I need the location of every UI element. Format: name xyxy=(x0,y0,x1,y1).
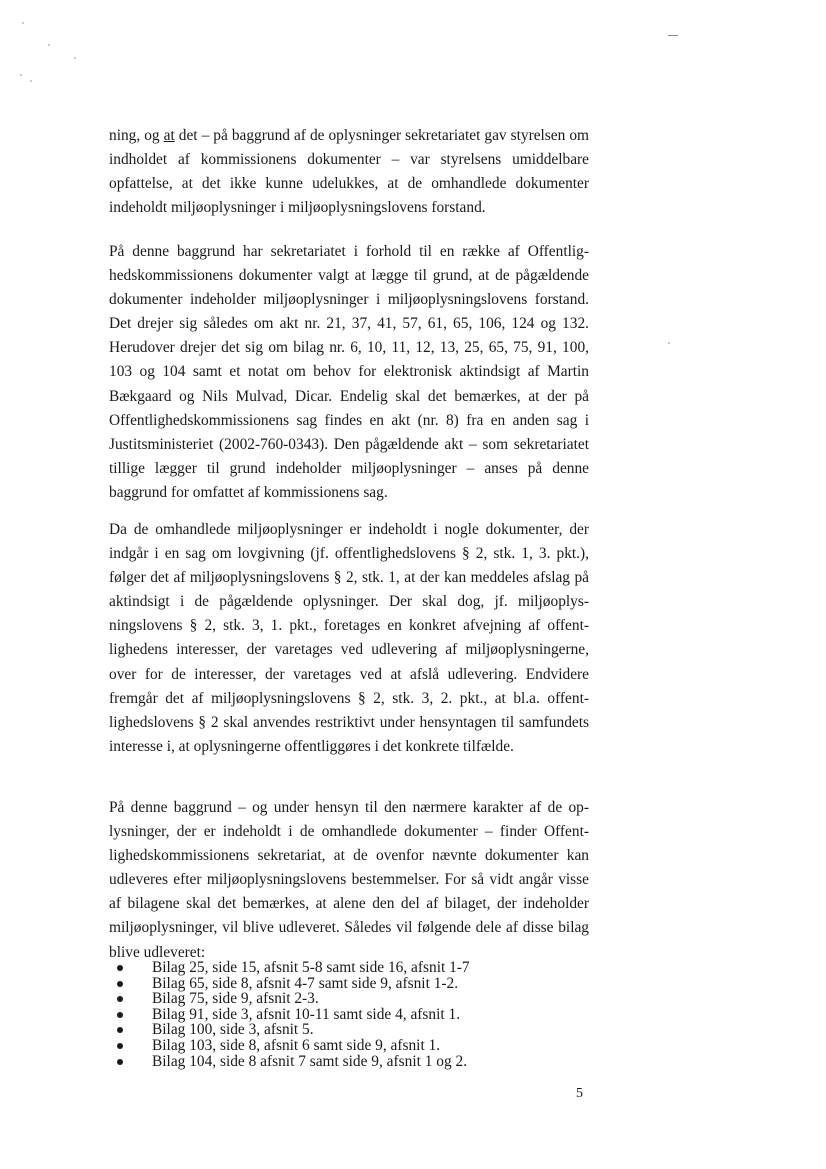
paragraph-2-text: På denne baggrund har sekretariatet i forhold til en række af Offentlighedskommissionens dokumenter valgt at lægge til grund, at de pågældende dokumenter indeholder miljøoplysninger i miljøoplysningslovens forstand. Det drejer sig således om akt nr. 21, 37, 41, 57, 61, 65, 106, 124 og 132. Herudover drejer det sig om bilag nr. 6, 10, 11, 12, 13, 25, 65, 75, 91, 100, 103 og 104 samt et notat om behov for elektronisk aktindsigt af Martin Bækgaard og Nils Mulvad, Dicar. Endelig skal det bemærkes, at der på Offentlighedskommissionens sag findes en akt (nr. 8) fra en anden sag i Justitsministeriet (2002-760-0343). Den pågældende akt – som sekretariatet tillige lægger til grund indeholder miljøoplysninger – anses på denne baggrund for omfattet af kommissionens sag. xyxy=(109,243,589,501)
list-item-text: Bilag 103, side 8, afsnit 6 samt side 9, afsnit 1. xyxy=(152,1036,441,1054)
scan-speck xyxy=(20,74,22,76)
page-number: 5 xyxy=(576,1086,583,1101)
bullet-icon xyxy=(117,1027,123,1033)
list-item xyxy=(114,960,594,976)
paragraph-4-text: På denne baggrund – og under hensyn til den nærmere karakter af de oplysninger, der er indeholdt i de omhandlede dokumenter – finder Offentlighedskommissionens sekretariat, at de ovenfor nævnte dokumenter kan udleveres efter miljøoplysningslovens bestemmelser. For så vidt angår visse af bilagene skal det bemærkes, at alene den del af bilaget, der indeholder miljøoplysninger, vil blive udleveret. Således vil følgende dele af disse bilag blive udleveret: xyxy=(109,799,589,961)
list-item xyxy=(114,1038,594,1054)
list-item xyxy=(114,1054,594,1070)
bullet-icon xyxy=(117,1059,123,1065)
list-item-text: Bilag 75, side 9, afsnit 2-3. xyxy=(152,990,319,1008)
paragraph-2 xyxy=(109,240,589,505)
bullet-icon xyxy=(117,1043,123,1049)
scan-dash-mark xyxy=(668,35,678,36)
scan-speck xyxy=(74,57,76,59)
list-item-text: Bilag 25, side 15, afsnit 5-8 samt side 16, afsnit 1-7 xyxy=(152,959,470,976)
paragraph-1-rest: det – på baggrund af de oplysninger sekretariatet gav styrelsen om indholdet af kommissionens dokumenter – var styrelsens umiddelbare opfattelse, at det ikke kunne udelukkes, at de omhandlede dokumenter indeholdt miljøoplysninger i miljøoplysningslovens forstand. xyxy=(109,127,590,217)
paragraph-1 xyxy=(109,124,589,220)
bullet-icon xyxy=(117,1012,123,1018)
list-item xyxy=(114,1022,594,1038)
list-item-text: Bilag 100, side 3, afsnit 5. xyxy=(152,1021,314,1039)
scan-speck xyxy=(22,22,24,24)
bilag-bullet-list xyxy=(114,960,594,1069)
list-item-text: Bilag 65, side 8, afsnit 4-7 samt side 9, afsnit 1-2. xyxy=(152,974,459,992)
list-item xyxy=(114,991,594,1007)
scan-speck xyxy=(30,80,32,82)
list-item-text: Bilag 104, side 8 afsnit 7 samt side 9, afsnit 1 og 2. xyxy=(152,1052,468,1070)
bullet-icon xyxy=(117,965,123,971)
bullet-icon xyxy=(117,996,123,1002)
paragraph-3-text: Da de omhandlede miljøoplysninger er indeholdt i nogle dokumenter, der indgår i en sag om lovgivning (jf. offentlighedslovens § 2, stk. 1, 3. pkt.), følger det af miljøoplysningslovens § 2, stk. 1, at der kan meddeles afslag på aktindsigt i de pågældende oplysninger. Der skal dog, jf. miljøoplysningslovens § 2, stk. 3, 1. pkt., foretages en konkret afvejning af offentlighedens interesser, der varetages ved udlevering af miljøoplysningerne, over for de interesser, der varetages ved at afslå udlevering. Endvidere fremgår det af miljøoplysningslovens § 2, stk. 3, 2. pkt., at bl.a. offentlighedslovens § 2 skal anvendes restriktivt under hensyntagen til samfundets interesse i, at oplysningerne offentliggøres i det konkrete tilfælde. xyxy=(109,521,589,755)
list-item-text: Bilag 91, side 3, afsnit 10-11 samt side 4, afsnit 1. xyxy=(152,1005,461,1023)
bullet-icon xyxy=(117,981,123,987)
list-item xyxy=(114,1007,594,1023)
paragraph-1-start: ning, og xyxy=(109,127,164,144)
list-item xyxy=(114,976,594,992)
underlined-word: at xyxy=(163,127,175,144)
paragraph-4 xyxy=(109,796,589,965)
scan-speck xyxy=(48,44,50,46)
paragraph-3 xyxy=(109,518,589,759)
scan-speck xyxy=(668,342,670,344)
